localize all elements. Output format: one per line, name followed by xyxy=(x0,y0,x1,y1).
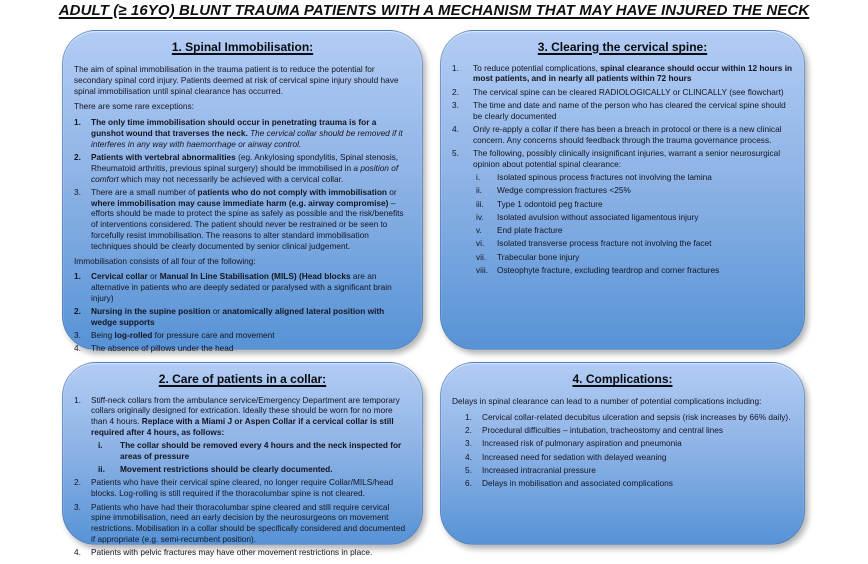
text-run: anatomically aligned lateral position with wedge supports xyxy=(91,306,385,327)
text-run: The time and date and name of the person who has cleared the cervical spine should be clearly documented xyxy=(473,99,786,121)
list-item-text xyxy=(91,117,411,149)
list-item xyxy=(452,63,793,85)
list-item xyxy=(452,124,793,146)
list-item-text xyxy=(482,452,793,463)
list-marker: 3. xyxy=(74,330,81,341)
list-item xyxy=(452,172,793,183)
text-run: To reduce potential complications, xyxy=(473,62,601,73)
list-marker: 2. xyxy=(465,425,472,436)
list-item-text xyxy=(91,271,411,303)
panel-complications-body xyxy=(441,390,804,495)
list-item-text xyxy=(482,412,793,423)
numbered-list xyxy=(74,271,411,354)
list-item xyxy=(452,100,793,122)
list-marker: 1. xyxy=(74,394,81,405)
list-marker: iv. xyxy=(476,211,484,222)
list-item xyxy=(74,117,411,149)
list-marker: 1. xyxy=(465,411,472,422)
text-run: Cervical collar-related decubitus ulceration and sepsis (risk increases by 66% daily). xyxy=(482,411,791,422)
list-marker: vi. xyxy=(476,238,485,249)
text-run: The only time immobilisation should occur in penetrating trauma is for a gunshot wound that traverses the neck. xyxy=(91,117,377,138)
list-marker: 3. xyxy=(74,501,81,512)
list-item-text xyxy=(120,440,411,462)
text-run: Nursing in the supine position xyxy=(91,306,211,317)
text-run: spinal clearance should occur within 12 hours in most patients, and in nearly all patients within 72 hours xyxy=(473,62,793,84)
list-item xyxy=(74,395,411,438)
text-run: Increased intracranial pressure xyxy=(482,464,596,475)
text-run: Isolated transverse process fracture not involving the facet xyxy=(497,238,712,249)
text-run: Increased need for sedation with delayed weaning xyxy=(482,451,667,462)
panel-care-in-collar xyxy=(62,362,423,558)
list-marker: 1. xyxy=(452,62,459,73)
list-marker: 5. xyxy=(465,464,472,475)
text-run: Cervical collar xyxy=(91,271,148,282)
list-item xyxy=(452,425,793,436)
text-run: The aim of spinal immobilisation in the trauma patient is to reduce the potential for secondary spinal cord injury. Patients deemed at risk of cervical spine injury should have spinal immobilisation until spinal clearance has occurred. xyxy=(74,64,399,96)
list-item xyxy=(452,265,793,276)
list-item xyxy=(452,225,793,236)
text-run: End plate fracture xyxy=(497,225,563,236)
list-marker: ii. xyxy=(98,464,105,475)
list-item-text xyxy=(91,343,411,354)
list-item xyxy=(452,465,793,476)
text-run: Manual In Line Stabilisation (MILS) xyxy=(159,271,297,282)
list-item-text xyxy=(91,306,411,328)
text-run: log-rolled xyxy=(114,330,153,341)
list-item xyxy=(452,199,793,210)
list-marker: 2. xyxy=(452,86,459,97)
text-run: (eg. Ankylosing spondylitis, Spinal stenosis, Rheumatoid arthritis, previous spinal surgery) should be immobilised in xyxy=(91,151,399,173)
list-marker: 3. xyxy=(452,99,459,110)
list-item-text xyxy=(91,330,411,341)
panel-care-in-collar-body xyxy=(63,390,422,564)
list-item xyxy=(74,306,411,328)
list-item-text xyxy=(497,199,793,210)
list-item-text xyxy=(497,225,793,236)
list-item-text xyxy=(497,265,793,276)
list-item xyxy=(74,187,411,252)
list-item xyxy=(452,87,793,98)
list-marker: 2. xyxy=(74,151,81,162)
text-run: Isolated spinous process fractures not involving the lamina xyxy=(497,172,712,183)
numbered-list xyxy=(452,412,793,489)
list-item xyxy=(452,252,793,263)
list-item-text xyxy=(482,478,793,489)
numbered-list xyxy=(74,395,411,558)
text-run: Increased risk of pulmonary aspiration and pneumonia xyxy=(482,438,682,449)
list-item xyxy=(74,343,411,354)
list-marker: 2. xyxy=(74,477,81,488)
list-item xyxy=(74,477,411,499)
panel-clearing-cervical-spine-body xyxy=(441,58,804,282)
list-marker: vii. xyxy=(476,251,487,262)
list-item-text xyxy=(482,425,793,436)
list-item xyxy=(452,452,793,463)
list-item-text xyxy=(91,547,411,558)
text-run: Isolated avulsion without associated ligamentous injury xyxy=(497,211,699,222)
paragraph xyxy=(74,64,411,96)
list-item-text xyxy=(497,238,793,249)
text-run: The cervical collar should be removed if it interferes in any way with haemorrhage or airway control. xyxy=(91,127,403,149)
list-item xyxy=(74,152,411,184)
list-item-text xyxy=(473,100,793,122)
text-run: Patients who have their cervical spine cleared, no longer require Collar/MILS/head blocks. Log-rolling is still required if the thoracolumbar spine is not cleared. xyxy=(91,477,394,499)
list-item-text xyxy=(482,438,793,449)
panel-clearing-cervical-spine xyxy=(440,30,805,350)
panel-complications xyxy=(440,362,805,545)
text-run: There are a small number of xyxy=(91,186,198,197)
text-run: Patients with vertebral abnormalities xyxy=(91,151,236,162)
text-run: – efforts should be made to protect the spine as safely as possible and the risk/benefits of interventions considered. The patient should never be restrained or be seen to forcefully resist immobilisation. The reasons to alter standard immobilisation techniques should be clearly documented by senior clinical judgement. xyxy=(91,197,404,251)
list-item xyxy=(452,238,793,249)
text-run: The absence of pillows under the head xyxy=(91,343,234,354)
text-run: Movement restrictions should be clearly documented. xyxy=(120,464,333,475)
list-marker: 2. xyxy=(74,306,81,317)
text-run: a position of comfort xyxy=(91,162,399,184)
list-item xyxy=(452,412,793,423)
paragraph xyxy=(452,396,793,407)
list-item xyxy=(74,271,411,303)
list-item-text xyxy=(473,148,793,170)
list-item xyxy=(74,502,411,545)
text-run: for pressure care and movement xyxy=(152,330,275,341)
text-run: Procedural difficulties – intubation, tracheostomy and central lines xyxy=(482,425,724,436)
text-run: or xyxy=(210,306,223,317)
list-marker: 5. xyxy=(452,147,459,158)
text-run: The cervical spine can be cleared RADIOLOGICALLY or CLINCALLY (see flowchart) xyxy=(473,86,784,97)
text-run: where immobilisation may cause immediate harm (e.g. airway compromise) xyxy=(91,197,389,208)
text-run: There are some rare exceptions: xyxy=(74,101,194,112)
list-marker: iii. xyxy=(476,198,484,209)
text-run: patients who do not comply with immobilisation xyxy=(197,186,387,197)
text-run: Being xyxy=(91,330,115,341)
text-run: Patients with pelvic fractures may have other movement restrictions in place. xyxy=(91,547,373,558)
list-item-text xyxy=(497,252,793,263)
text-run: Trabecular bone injury xyxy=(497,251,580,262)
text-run: (Head blocks xyxy=(298,271,351,282)
list-marker: viii. xyxy=(476,265,488,275)
panel-spinal-immobilisation-title: 1. Spinal Immobilisation: xyxy=(171,40,314,54)
list-item-text xyxy=(91,187,411,252)
list-item-text xyxy=(91,395,411,438)
list-marker: 3. xyxy=(465,438,472,449)
list-item-text xyxy=(497,185,793,196)
list-marker: 4. xyxy=(452,123,459,134)
list-item-text xyxy=(497,212,793,223)
text-run: or xyxy=(386,186,397,197)
panel-spinal-immobilisation xyxy=(62,30,423,354)
text-run: Patients who have had their thoracolumbar spine cleared and still require cervical spine immobilisation, need an early decision by the neurosurgeons on movement restrictions. Mobilisation in a collar should be specifically considered and documented if appropriate (e.g. semi-recumbent position). xyxy=(91,501,406,544)
panel-clearing-cervical-spine-title: 3. Clearing the cervical spine: xyxy=(537,40,708,54)
text-run: Replace with a Miami J or Aspen Collar if a cervical collar is still required after 4 hours, as follows: xyxy=(91,416,394,437)
list-item xyxy=(452,185,793,196)
list-item-text xyxy=(473,87,793,98)
list-item-text xyxy=(91,477,411,499)
list-item-text xyxy=(482,465,793,476)
text-run: Immobilisation consists of all four of the following: xyxy=(74,255,256,266)
page-title: ADULT (≥ 16YO) BLUNT TRAUMA PATIENTS WITH A MECHANISM THAT MAY HAVE INJURED THE NECK xyxy=(58,2,810,19)
text-run: The following, possibly clinically insignificant injuries, warrant a senior neurosurgical opinion about potential spinal clearance: xyxy=(473,147,781,169)
text-run: Delays in spinal clearance can lead to a number of potential complications including: xyxy=(452,396,762,406)
list-item xyxy=(74,330,411,341)
list-item xyxy=(452,212,793,223)
text-run: The collar should be removed every 4 hours and the neck inspected for areas of pressure xyxy=(120,440,402,461)
text-run: Wedge compression fractures <25% xyxy=(497,185,631,196)
list-item-text xyxy=(120,464,411,475)
text-run: Only re-apply a collar if there has been a breach in protocol or there is a new clinical concern. Any concerns should feedback through the trauma governance process. xyxy=(473,123,782,145)
numbered-list xyxy=(74,117,411,251)
list-item-text xyxy=(91,502,411,545)
text-run: or xyxy=(147,271,160,282)
text-run: Stiff-neck collars from the ambulance service/Emergency Department are temporary collars originally designed for extrication. Ideally these should be worn for no more than 4 hours. xyxy=(91,394,400,427)
list-item xyxy=(452,478,793,489)
list-marker: v. xyxy=(476,225,482,236)
text-run: which may not necessarily be achieved with a cervical collar. xyxy=(118,173,344,184)
list-item xyxy=(74,440,411,462)
panel-spinal-immobilisation-body xyxy=(63,58,422,361)
list-item-text xyxy=(91,152,411,184)
list-item-text xyxy=(473,63,793,85)
list-item xyxy=(74,547,411,558)
list-item xyxy=(452,148,793,170)
list-marker: ii. xyxy=(476,185,482,196)
text-run: Delays in mobilisation and associated complications xyxy=(482,478,673,489)
list-marker: 4. xyxy=(465,451,472,462)
list-marker: 4. xyxy=(74,547,81,558)
list-marker: 1. xyxy=(74,117,81,128)
list-marker: 3. xyxy=(74,186,81,197)
numbered-list xyxy=(452,63,793,276)
list-item xyxy=(74,464,411,475)
panel-complications-title: 4. Complications: xyxy=(572,372,673,386)
list-marker: 6. xyxy=(465,478,472,489)
list-item-text xyxy=(497,172,793,183)
list-item-text xyxy=(473,124,793,146)
text-run: Osteophyte fracture, excluding teardrop and corner fractures xyxy=(497,265,720,275)
paragraph xyxy=(74,256,411,267)
list-marker: 1. xyxy=(74,271,81,282)
paragraph xyxy=(74,101,411,112)
list-marker: i. xyxy=(476,172,481,183)
list-marker: 4. xyxy=(74,343,81,354)
text-run: are an alternative in patients who are deeply sedated or paralysed with a significant brain injury) xyxy=(91,271,392,303)
list-item xyxy=(452,438,793,449)
text-run: Type 1 odontoid peg fracture xyxy=(497,198,603,209)
list-marker: i. xyxy=(98,440,103,451)
panel-care-in-collar-title: 2. Care of patients in a collar: xyxy=(158,372,327,386)
